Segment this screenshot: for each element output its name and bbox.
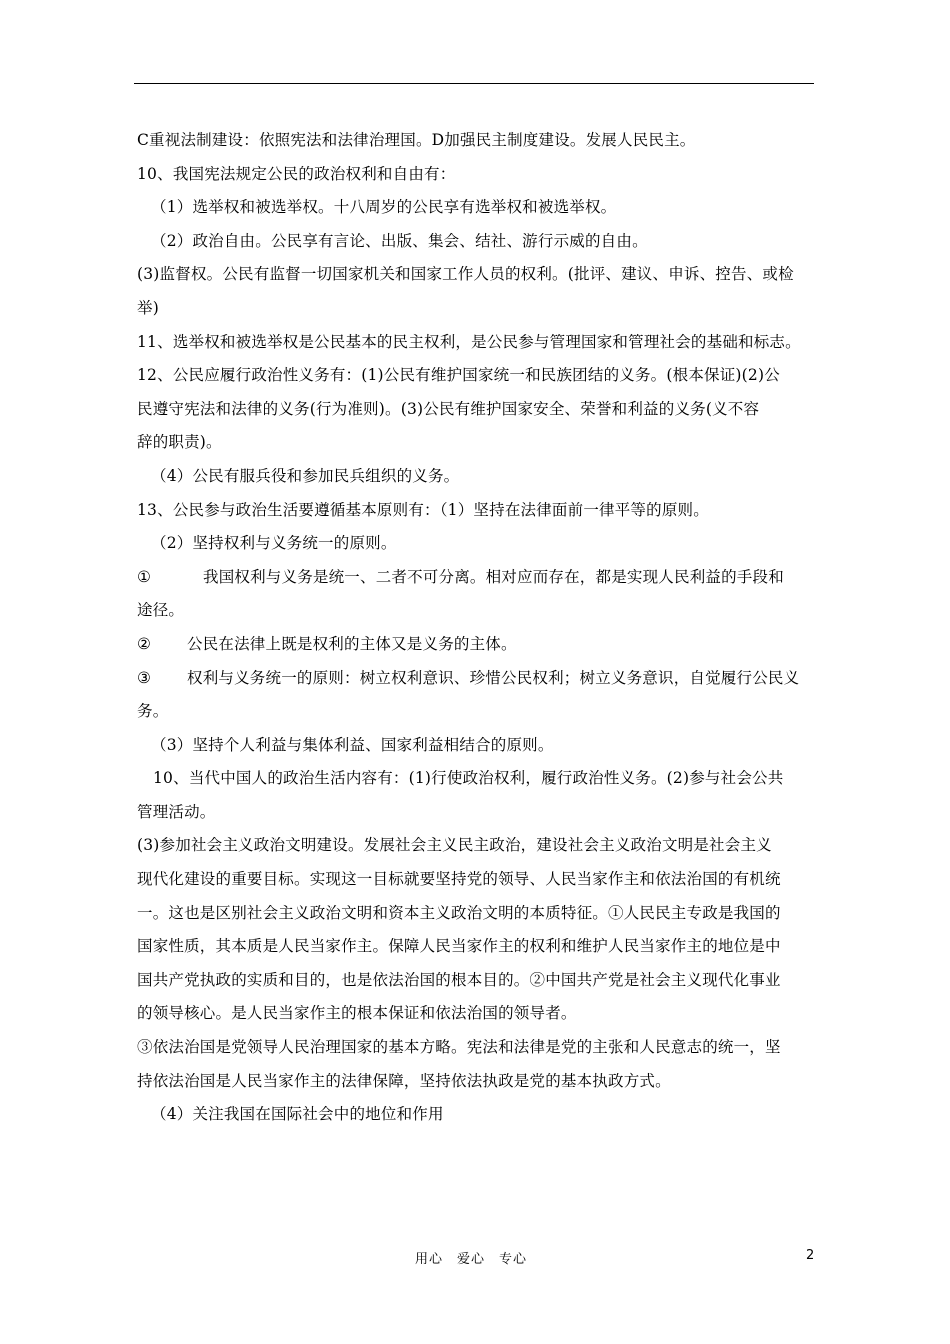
text-line: ③依法治国是党领导人民治理国家的基本方略。宪法和法律是党的主张和人民意志的统一，坚 (137, 1038, 781, 1057)
numbered-line (137, 561, 817, 595)
text-line: （4）关注我国在国际社会中的地位和作用 (151, 1105, 444, 1124)
text-line: 持依法治国是人民当家作主的法律保障，坚持依法执政是党的基本执政方式。 (137, 1071, 671, 1090)
text-line: 辞的职责)。 (137, 433, 222, 452)
text-line: 民遵守宪法和法律的义务(行为准则)。(3)公民有维护国家安全、荣誉和利益的义务(义不容 (137, 399, 760, 418)
page-number: 2 (806, 1248, 815, 1263)
text-line: 13、公民参与政治生活要遵循基本原则有：（1）坚持在法律面前一律平等的原则。 (137, 500, 709, 519)
footer-motto-word: 爱心 (457, 1252, 486, 1267)
text-line: 的领导核心。是人民当家作主的根本保证和依法治国的领导者。 (137, 1004, 577, 1023)
text-line: C重视法制建设：依照宪法和法律治理国。D加强民主制度建设。发展人民民主。 (137, 131, 696, 149)
list-text: 公民在法律上既是权利的主体又是义务的主体。 (187, 634, 517, 653)
list-marker: ② (137, 634, 152, 653)
numbered-line (137, 594, 817, 628)
document-body (137, 124, 817, 1132)
text-line: （2）政治自由。公民享有言论、出版、集会、结社、游行示威的自由。 (151, 231, 648, 250)
footer-motto-word: 专心 (499, 1252, 528, 1267)
list-text: 权利与义务统一的原则：树立权利意识、珍惜公民权利；树立义务意识，自觉履行公民义 (187, 668, 800, 687)
list-text: 途径。 (137, 601, 185, 620)
footer-motto (415, 1248, 541, 1267)
text-line: 管理活动。 (137, 802, 216, 821)
text-line: 11、选举权和被选举权是公民基本的民主权利，是公民参与管理国家和管理社会的基础和标志。 (137, 332, 801, 351)
text-line: （2）坚持权利与义务统一的原则。 (151, 534, 397, 553)
text-line: （4）公民有服兵役和参加民兵组织的义务。 (151, 466, 460, 485)
list-marker: ③ (137, 668, 152, 687)
header-rule (134, 83, 814, 84)
text-line: （1）选举权和被选举权。十八周岁的公民享有选举权和被选举权。 (151, 198, 617, 217)
list-text: 务。 (137, 702, 169, 721)
numbered-line (137, 695, 817, 729)
text-line: 10、当代中国人的政治生活内容有：(1)行使政治权利，履行政治性义务。(2)参与社会公共 (153, 769, 784, 788)
text-line: (3)监督权。公民有监督一切国家机关和国家工作人员的权利。(批评、建议、申诉、控告、或检 (137, 265, 794, 284)
text-line: 现代化建设的重要目标。实现这一目标就要坚持党的领导、人民当家作主和依法治国的有机统 (137, 870, 781, 889)
text-line: 国共产党执政的实质和目的，也是依法治国的根本目的。②中国共产党是社会主义现代化事业 (137, 970, 781, 989)
numbered-line (137, 662, 817, 696)
text-line: 一。这也是区别社会主义政治文明和资本主义政治文明的本质特征。①人民民主专政是我国的 (137, 903, 781, 922)
text-line: 12、公民应履行政治性义务有：(1)公民有维护国家统一和民族团结的义务。(根本保证)(2)公 (137, 366, 780, 385)
numbered-line (137, 628, 817, 662)
text-line: （3）坚持个人利益与集体利益、国家利益相结合的原则。 (151, 735, 554, 754)
list-marker: ① (137, 567, 152, 586)
text-line: 10、我国宪法规定公民的政治权利和自由有： (137, 164, 456, 183)
footer-motto-word: 用心 (415, 1252, 444, 1267)
text-line: 举) (137, 298, 159, 317)
text-line: (3)参加社会主义政治文明建设。发展社会主义民主政治，建设社会主义政治文明是社会主义 (137, 836, 772, 855)
list-text: 我国权利与义务是统一、二者不可分离。相对应而存在，都是实现人民利益的手段和 (203, 567, 784, 586)
text-line: 国家性质，其本质是人民当家作主。保障人民当家作主的权利和维护人民当家作主的地位是中 (137, 937, 781, 956)
